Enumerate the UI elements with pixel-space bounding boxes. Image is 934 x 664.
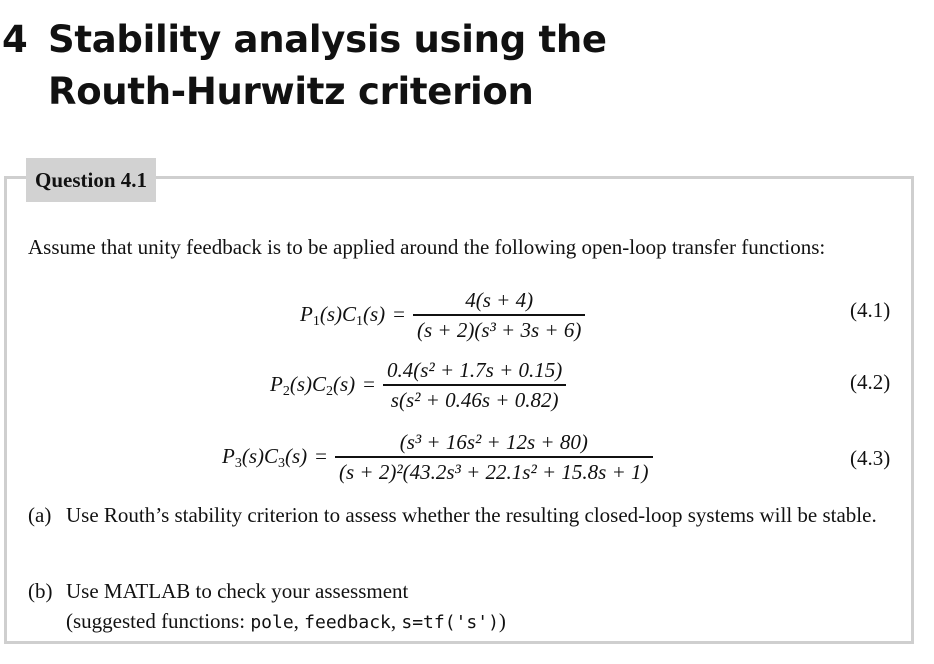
equation-lhs: $P_2(s)C_2(s)$: [270, 372, 356, 400]
equals-sign: =: [363, 372, 376, 397]
part-b: [28, 576, 894, 638]
fraction: [383, 356, 566, 414]
section-number: 4: [2, 18, 28, 61]
code-feedback: feedback: [304, 612, 391, 633]
equation-4-3: [222, 428, 653, 486]
code-pole: pole: [250, 612, 294, 633]
equals-sign: =: [315, 444, 328, 469]
code-tf: s=tf('s'): [401, 612, 499, 633]
suggested-functions: (suggested functions: pole, feedback, s=tf('s')): [66, 609, 506, 633]
question-intro: Assume that unity feedback is to be applied around the following open-loop transfer functions:: [28, 235, 826, 259]
equation-number: (4.3): [850, 446, 891, 470]
question-label: Question 4.1: [26, 158, 156, 202]
part-label: (a): [28, 503, 52, 527]
part-label: (b): [28, 579, 53, 603]
numerator: 0.4(s² + 1.7s + 0.15): [387, 358, 563, 382]
equation-number: (4.2): [850, 370, 891, 394]
numerator: 4(s + 4): [465, 288, 534, 312]
equation-4-1: [300, 286, 585, 344]
part-a: [28, 500, 894, 530]
denominator: s(s² + 0.46s + 0.82): [390, 387, 559, 412]
section-title-line2: Routh-Hurwitz criterion: [48, 70, 534, 113]
denominator: (s + 2)²(43.2s³ + 22.1s² + 15.8s + 1): [339, 459, 649, 484]
fraction: [413, 286, 585, 344]
section-title-line1: Stability analysis using the: [48, 18, 607, 61]
equation-lhs: $P_3(s)C_3(s)$: [222, 444, 308, 472]
equation-number: (4.1): [850, 298, 891, 322]
part-text: Use Routh’s stability criterion to assess whether the resulting closed-loop systems will be stable.: [66, 503, 877, 527]
fraction: [335, 428, 652, 486]
equation-4-2: [270, 356, 566, 414]
section-heading: [2, 14, 607, 118]
denominator: (s + 2)(s³ + 3s + 6): [417, 317, 582, 342]
part-text: Use MATLAB to check your assessment: [66, 579, 409, 603]
equals-sign: =: [393, 302, 406, 327]
equation-lhs: $P_1(s)C_1(s)$: [300, 302, 386, 330]
part-body: [66, 576, 894, 638]
numerator: (s³ + 16s² + 12s + 80): [399, 430, 588, 454]
